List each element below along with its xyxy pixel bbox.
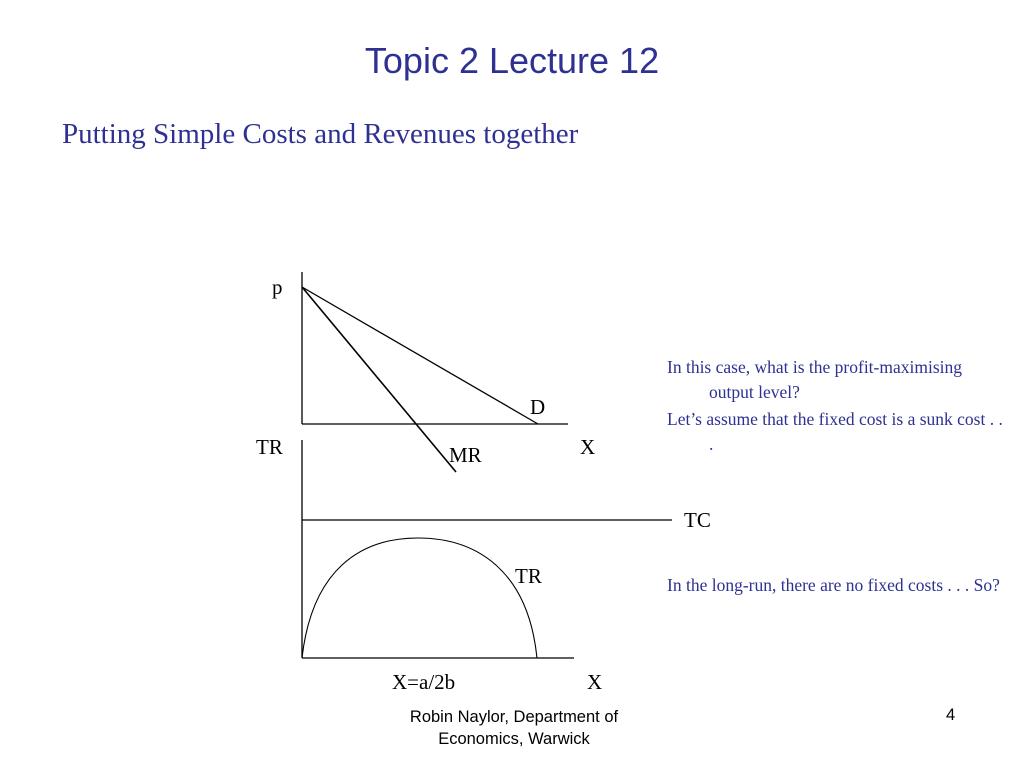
lower-x-axis-label: X [587,670,603,694]
notes-group-1 [667,355,1007,459]
tc-label: TC [684,508,711,532]
note-profit-max-question: In this case, what is the profit-maximising output level? [667,357,963,402]
total-revenue-curve [302,538,537,658]
note-sunk-cost: Let’s assume that the fixed cost is a sunk cost . . . [667,409,1003,454]
demand-curve [302,287,538,424]
notes-group-2 [667,573,1007,600]
note-long-run: In the long-run, there are no fixed costs . . . So? [667,575,1000,595]
footer-line-1: Robin Naylor, Department of [409,708,619,726]
lower-y-axis-label: TR [256,435,283,459]
page-number: 4 [946,706,956,724]
mr-label: MR [449,443,482,467]
marginal-revenue-curve [302,287,456,472]
slide-title: Topic 2 Lecture 12 [364,40,660,81]
upper-y-axis-label: p [272,275,283,299]
footer-credit [360,706,668,750]
tr-label: TR [515,564,542,588]
upper-x-axis-label: X [580,435,596,459]
demand-label: D [530,395,546,419]
optimum-output-label: X=a/2b [392,670,456,694]
slide-subtitle: Putting Simple Costs and Revenues together [62,118,579,150]
footer-line-2: Economics, Warwick [438,730,590,748]
